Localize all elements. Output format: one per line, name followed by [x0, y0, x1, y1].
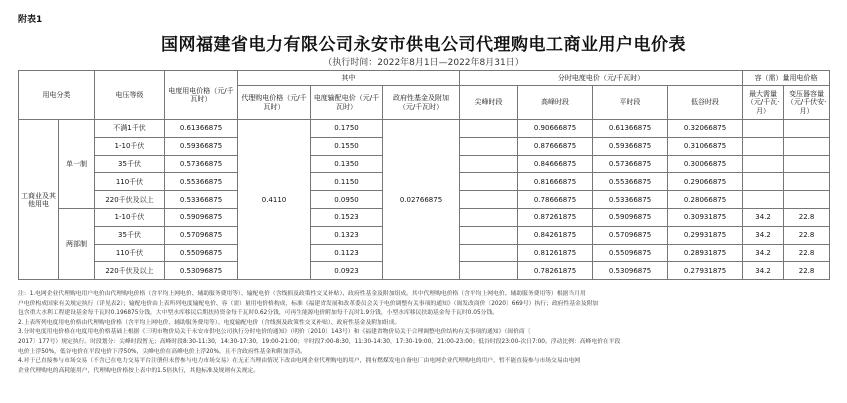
note-line: 包含重大水利工程建设基金每千瓦时0.196875分钱，大中型水库移民后期扶持资金每千瓦时0.62分钱，可再生能源电价附加每千瓦时1.9分钱，小型水库移民扶助基金每千瓦时0.05分钱。: [18, 310, 499, 317]
note-line: 企业代理购电的高耗能用户，代理购电价格按上表中的1.5倍执行，其他标准及规则有关规定。: [18, 367, 260, 374]
header-fund: 政府性基金及附加（元/千瓦时）: [383, 86, 460, 120]
header-valley: 低谷时段: [668, 86, 743, 120]
price-cell: 0.59096875: [165, 208, 238, 226]
price-cell: 0.57096875: [165, 226, 238, 244]
max-demand-cell: 34.2: [743, 208, 784, 226]
header-sharp: 尖峰时段: [460, 86, 518, 120]
tariff-table: [18, 70, 830, 280]
voltage-cell: 35千伏: [95, 155, 165, 173]
peak-cell: 0.87261875: [518, 208, 593, 226]
peak-cell: 0.87666875: [518, 137, 593, 155]
voltage-cell: 1-10千伏: [95, 137, 165, 155]
flat-cell: 0.59366875: [593, 137, 668, 155]
price-cell: 0.55366875: [165, 173, 238, 191]
header-transformer: 变压器容量（元/千伏安·月）: [784, 86, 830, 120]
max-demand-cell: [743, 155, 784, 173]
header-price: 电度用电价格（元/千瓦时）: [165, 71, 238, 120]
two-part-system-cell: 两部制: [59, 208, 95, 279]
sharp-cell: [460, 262, 518, 280]
voltage-cell: 220千伏及以上: [95, 262, 165, 280]
transformer-cell: [784, 191, 830, 209]
sharp-cell: [460, 208, 518, 226]
footnotes: [18, 290, 829, 376]
voltage-cell: 110千伏: [95, 173, 165, 191]
category-cell: 工商业及其他用电: [19, 120, 59, 280]
peak-cell: 0.84261875: [518, 226, 593, 244]
note-line: 2017〕177号）规定执行。时段划分：尖峰时段暂无；高峰时段8:30-11:30，14:30-17:30，19:00-21:00；平时段7:00-8:30，11:30-14:30，17:30-19:00，21:00-23:00；低谷时段23:00-次日7:00。浮动比例：高峰电价在平段: [18, 338, 621, 345]
note-line: 4.对于已直接参与市场交易（不含已在电力交易平台注册但未曾参与电力市场交易）在无正当理由情况下改由电网企业代理购电的用户，拥有燃煤发电自备电厂由电网企业代理购电的用户，暂不能直接参与市场交易由电网: [18, 358, 581, 365]
transmission-cell: 0.0950: [311, 191, 383, 209]
page-title: 国网福建省电力有限公司永安市供电公司代理购电工商业用户电价表: [161, 35, 686, 55]
transmission-cell: 0.1523: [311, 208, 383, 226]
transmission-cell: 0.1123: [311, 244, 383, 262]
header-capacity: 容（需）量用电价格: [743, 71, 830, 86]
max-demand-cell: [743, 173, 784, 191]
header-purchase: 代理购电价格（元/千瓦时）: [238, 86, 311, 120]
note-line: 户电价构成国家有关规定执行（详见表2）；输配电价由上表所列电度输配电价、容（需）量用电价格构成，标准《福建省发展和改革委员会关于电价调整有关事项的通知》（闽发改商价〔2020〕669号）执行；政府性基金及附加: [18, 300, 599, 307]
price-cell: 0.53096875: [165, 262, 238, 280]
flat-cell: 0.61366875: [593, 120, 668, 138]
voltage-cell: 110千伏: [95, 244, 165, 262]
max-demand-cell: 34.2: [743, 262, 784, 280]
transformer-cell: [784, 155, 830, 173]
flat-cell: 0.53366875: [593, 191, 668, 209]
transformer-cell: 22.8: [784, 244, 830, 262]
peak-cell: 0.78261875: [518, 262, 593, 280]
flat-cell: 0.57096875: [593, 226, 668, 244]
peak-cell: 0.81261875: [518, 244, 593, 262]
header-tou: 分时电度电价（元/千瓦时）: [460, 71, 743, 86]
table-row: [19, 120, 830, 138]
valley-cell: 0.31066875: [668, 137, 743, 155]
peak-cell: 0.81666875: [518, 173, 593, 191]
sharp-cell: [460, 137, 518, 155]
valley-cell: 0.28931875: [668, 244, 743, 262]
voltage-cell: 220千伏及以上: [95, 191, 165, 209]
transformer-cell: 22.8: [784, 208, 830, 226]
transformer-cell: [784, 137, 830, 155]
transformer-cell: [784, 173, 830, 191]
price-cell: 0.55096875: [165, 244, 238, 262]
sharp-cell: [460, 155, 518, 173]
fund-cell: 0.02766875: [383, 120, 460, 280]
note-line: 3.分时电度用电价格在电度用电价格基础上根据《三明市物价局关于永安市供电公司执行分时电价的通知》（明价〔2010〕143号）和《福建省物价局关于合理调整电价结构有关事项的通知》（闽价商〔: [18, 329, 531, 336]
max-demand-cell: [743, 120, 784, 138]
max-demand-cell: 34.2: [743, 226, 784, 244]
flat-cell: 0.57366875: [593, 155, 668, 173]
header-peak: 高峰时段: [518, 86, 593, 120]
price-cell: 0.53366875: [165, 191, 238, 209]
voltage-cell: 35千伏: [95, 226, 165, 244]
flat-cell: 0.55366875: [593, 173, 668, 191]
max-demand-cell: [743, 191, 784, 209]
valley-cell: 0.30066875: [668, 155, 743, 173]
header-row-top: [19, 71, 830, 86]
note-line: 电价上浮50%，低谷电价在平段电价下浮50%，尖峰电价在高峰电价上浮20%，且不含政府性基金和附加浮动。: [18, 348, 306, 355]
flat-cell: 0.55096875: [593, 244, 668, 262]
valley-cell: 0.28066875: [668, 191, 743, 209]
header-max-demand: 最大需量（元/千瓦·月）: [743, 86, 784, 120]
header-category: 用电分类: [19, 71, 95, 120]
max-demand-cell: 34.2: [743, 244, 784, 262]
transmission-cell: 0.1550: [311, 137, 383, 155]
sharp-cell: [460, 120, 518, 138]
sharp-cell: [460, 191, 518, 209]
note-line: 2.上表所列电度用电价格由代理购电价格（含平均上网电价、辅助服务费用等）、电度输配电价（含线损及政策性交叉补贴）、政府性基金及附加组成。: [18, 319, 401, 326]
price-cell: 0.61366875: [165, 120, 238, 138]
valley-cell: 0.27931875: [668, 262, 743, 280]
transmission-cell: 0.1150: [311, 173, 383, 191]
header-among: 其中: [238, 71, 460, 86]
transformer-cell: 22.8: [784, 226, 830, 244]
flat-cell: 0.59096875: [593, 208, 668, 226]
transmission-cell: 0.1350: [311, 155, 383, 173]
single-system-cell: 单一制: [59, 120, 95, 209]
voltage-cell: 1-10千伏: [95, 208, 165, 226]
execution-period: （执行时间：2022年8月1日—2022年8月31日）: [323, 58, 524, 68]
header-voltage: 电压等级: [95, 71, 165, 120]
header-flat: 平时段: [593, 86, 668, 120]
note-line: 注：1.电网企业代理购电用户电价由代理购电价格（含平均上网电价、辅助服务费用等）、输配电价（含线损及政策性交叉补贴）、政府性基金及附加组成。其中代理购电价格（含平均上网电价、辅助服务费用等）根据当月用: [18, 291, 586, 297]
flat-cell: 0.53096875: [593, 262, 668, 280]
peak-cell: 0.78666875: [518, 191, 593, 209]
valley-cell: 0.32066875: [668, 120, 743, 138]
purchase-price-cell: 0.4110: [238, 120, 311, 280]
max-demand-cell: [743, 137, 784, 155]
peak-cell: 0.84666875: [518, 155, 593, 173]
transmission-cell: 0.0923: [311, 262, 383, 280]
price-cell: 0.59366875: [165, 137, 238, 155]
sharp-cell: [460, 173, 518, 191]
valley-cell: 0.30931875: [668, 208, 743, 226]
transformer-cell: [784, 120, 830, 138]
transformer-cell: 22.8: [784, 262, 830, 280]
peak-cell: 0.90666875: [518, 120, 593, 138]
voltage-cell: 不满1千伏: [95, 120, 165, 138]
header-transmission: 电度输配电价（元/千瓦时）: [311, 86, 383, 120]
sharp-cell: [460, 244, 518, 262]
sharp-cell: [460, 226, 518, 244]
valley-cell: 0.29066875: [668, 173, 743, 191]
attachment-label: 附表1: [18, 15, 43, 25]
price-cell: 0.57366875: [165, 155, 238, 173]
transmission-cell: 0.1323: [311, 226, 383, 244]
valley-cell: 0.29931875: [668, 226, 743, 244]
transmission-cell: 0.1750: [311, 120, 383, 138]
